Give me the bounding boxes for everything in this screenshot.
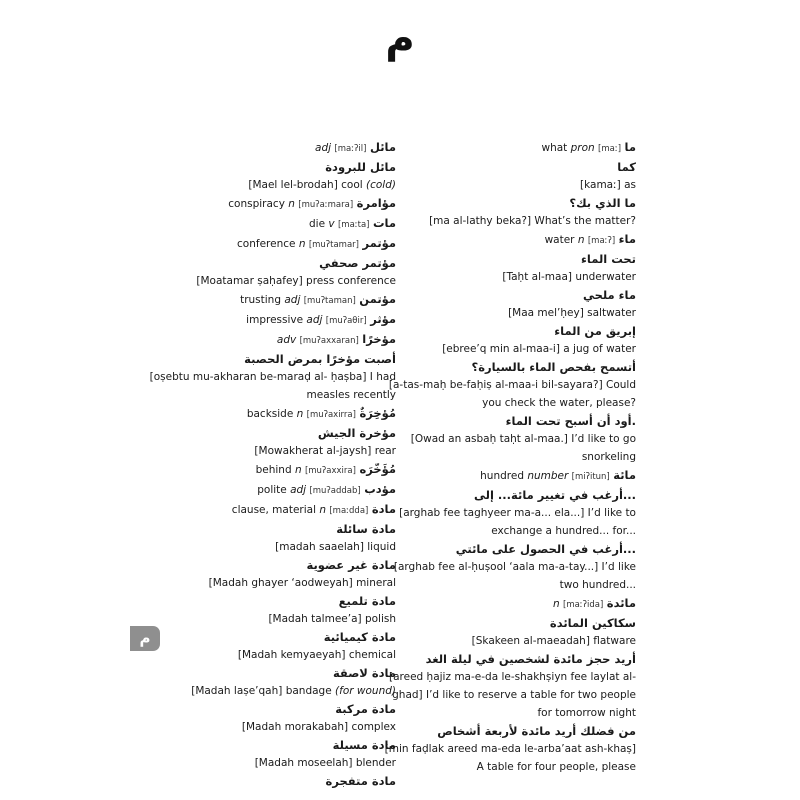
headword-entry xyxy=(172,194,396,214)
headword-sense: die v [maːta] xyxy=(309,218,370,230)
translation-text: A table for four people, please xyxy=(476,761,636,773)
arabic-phrase: مادة مركبة xyxy=(335,702,396,716)
arabic-phrase: سكاكين المائدة xyxy=(549,616,636,630)
headword-sense: impressive adj [muʔaθir] xyxy=(246,314,367,326)
headword: مؤامرة xyxy=(356,196,396,210)
translation-text: [Mowakherat al-jaysh] rear xyxy=(254,445,396,457)
headword-sense: trusting adj [muʔtaman] xyxy=(240,294,356,306)
headword-sense: clause, material n [maːdda] xyxy=(231,504,369,516)
arabic-phrase: إبريق من الماء xyxy=(554,324,636,338)
phrase-translation xyxy=(392,686,636,704)
translation-text: [a-tas-maḥ be-faḥiṣ al-maa-i bil-sayara?] Could xyxy=(388,379,636,391)
headword-entry xyxy=(412,138,636,158)
translation-text: [Skakeen al-maeadah] flatware xyxy=(471,635,636,647)
arabic-phrase: أصبت مؤخرًا بمرض الحصبة xyxy=(244,352,396,366)
headword-sense: what pron [maː] xyxy=(541,142,622,154)
arabic-phrase: ...أرغب في الحصول على مائتي xyxy=(455,542,636,556)
phrase-translation xyxy=(412,176,636,194)
translation-text: [arghab fee taghyeer ma-a... ela...] I’d like to xyxy=(399,507,636,519)
phrase-translation xyxy=(412,576,636,594)
phrase-translation xyxy=(172,386,396,404)
translation-text: [Madah morakabah] complex xyxy=(241,721,396,733)
phrase-translation xyxy=(412,394,636,412)
headword: مائدة xyxy=(606,596,636,610)
headword: مُؤخِرَةٌ xyxy=(359,406,396,420)
phrase-translation xyxy=(412,212,636,230)
headword: مائة xyxy=(613,468,636,482)
translation-text: [Madah kemyaeyah] chemical xyxy=(237,649,396,661)
phrase-translation xyxy=(399,504,636,522)
headword-entry xyxy=(172,234,396,254)
phrase-translation xyxy=(149,368,396,386)
headword: مؤثر xyxy=(370,312,396,326)
dictionary-column-left xyxy=(149,138,396,790)
headword-entry xyxy=(412,466,636,486)
translation-text: [min faḍlak areed ma-eda le-arba’aat ash-khaṣ] xyxy=(384,743,636,755)
headword-sense: hundred number [miʔitun] xyxy=(480,470,610,482)
phrase-translation xyxy=(393,558,636,576)
translation-text: measles recently xyxy=(306,389,396,401)
translation-text: two hundred... xyxy=(559,579,636,591)
translation-text: [Taḥt al-maa] underwater xyxy=(502,271,636,283)
headword: مات xyxy=(373,216,396,230)
phrase-translation xyxy=(172,442,396,460)
headword: مائل xyxy=(369,140,396,154)
translation-text: [Madah ghayer ‘aodweyah] mineral xyxy=(208,577,396,589)
arabic-phrase: مادة غير عضوية xyxy=(306,558,396,572)
arabic-phrase: مادة مسيلة xyxy=(332,738,396,752)
phrase-translation xyxy=(172,176,396,194)
translation-text: [Madah laṣe’qah] bandage (for wound) xyxy=(191,685,396,697)
headword: مؤخرًا xyxy=(362,332,396,346)
arabic-phrase: أريد حجز مائدة لشخصين في ليلة الغد xyxy=(425,652,636,666)
headword: ما xyxy=(624,140,636,154)
arabic-phrase: ...أرغب في تغيير مائة... إلى xyxy=(474,488,636,502)
phrase-translation xyxy=(172,682,396,700)
translation-text: [Moatamar ṣaḥafey] press conference xyxy=(196,275,396,287)
section-letter-heading: م xyxy=(385,16,415,62)
phrase-translation xyxy=(172,646,396,664)
headword: مادة xyxy=(371,502,396,516)
phrase-translation xyxy=(172,272,396,290)
translation-text: snorkeling xyxy=(581,451,636,463)
arabic-phrase: ماء ملحي xyxy=(582,288,636,302)
headword-entry xyxy=(172,404,396,424)
headword-entry xyxy=(172,480,396,500)
headword-sense: polite adj [muʔaddab] xyxy=(257,484,361,496)
arabic-phrase: .أود أن أسبح تحت الماء xyxy=(505,414,636,428)
translation-text: [Owad an asbaḥ taḥt al-maa.] I’d like to go xyxy=(410,433,636,445)
headword: مؤتمر xyxy=(362,236,396,250)
headword: مُؤَخّرَه xyxy=(359,462,396,476)
phrase-translation xyxy=(388,376,636,394)
phrase-translation xyxy=(172,538,396,556)
arabic-phrase: مؤتمر صحفي xyxy=(319,256,396,270)
phrase-translation xyxy=(384,740,636,758)
headword-sense: conspiracy n [muʔaːmara] xyxy=(228,198,354,210)
phrase-translation xyxy=(412,340,636,358)
headword-entry xyxy=(172,500,396,520)
headword-sense: backside n [muʔaxirra] xyxy=(246,408,356,420)
translation-text: [kamaː] as xyxy=(580,179,636,191)
arabic-phrase: من فضلك أريد مائدة لأربعة أشخاص xyxy=(437,724,636,738)
phrase-translation xyxy=(389,668,636,686)
arabic-phrase: مادة تلميع xyxy=(338,594,396,608)
headword-entry xyxy=(412,230,636,250)
arabic-phrase: مادة سائلة xyxy=(336,522,396,536)
phrase-translation xyxy=(172,610,396,628)
headword-entry xyxy=(172,330,396,350)
headword-sense: behind n [muʔaxxira] xyxy=(255,464,356,476)
arabic-phrase: تحت الماء xyxy=(581,252,636,266)
arabic-phrase: مادة كيميائية xyxy=(323,630,396,644)
phrase-translation xyxy=(412,448,636,466)
phrase-translation xyxy=(412,430,636,448)
translation-text: [Maa mel’ḥey] saltwater xyxy=(508,307,636,319)
phrase-translation xyxy=(412,304,636,322)
arabic-phrase: مادة متفجرة xyxy=(325,774,396,788)
headword-entry xyxy=(172,310,396,330)
headword-sense: water n [maːʔ] xyxy=(544,234,616,246)
headword-entry xyxy=(172,460,396,480)
translation-text: [Madah moseelah] blender xyxy=(254,757,396,769)
translation-text: for tomorrow night xyxy=(537,707,636,719)
headword-sense: adv [muʔaxxaran] xyxy=(276,334,359,346)
translation-text: you check the water, please? xyxy=(482,397,636,409)
headword-sense: conference n [muʔtamar] xyxy=(237,238,359,250)
headword-sense: n [maːʔida] xyxy=(553,598,604,610)
headword: ماء xyxy=(618,232,636,246)
translation-text: [Madah talmee’a] polish xyxy=(268,613,396,625)
headword-entry xyxy=(172,290,396,310)
headword: مؤتمن xyxy=(359,292,396,306)
headword-sense: adj [maːʔil] xyxy=(315,142,367,154)
phrase-translation xyxy=(172,754,396,772)
headword-entry xyxy=(172,138,396,158)
translation-text: [arghab fee al-ḥuṣool ‘aala ma-a-tay...] I’d like xyxy=(393,561,636,573)
phrase-translation xyxy=(172,718,396,736)
arabic-phrase: كما xyxy=(617,160,636,174)
phrase-translation xyxy=(412,632,636,650)
phrase-translation xyxy=(412,268,636,286)
headword-entry xyxy=(172,214,396,234)
phrase-translation xyxy=(412,522,636,540)
headword-entry xyxy=(412,594,636,614)
headword: مؤدب xyxy=(364,482,396,496)
phrase-translation xyxy=(412,758,636,776)
arabic-phrase: أتسمح بفحص الماء بالسيارة؟ xyxy=(471,360,636,374)
translation-text: [Mael lel-brodah] cool (cold) xyxy=(248,179,396,191)
translation-text: [madah saaelah] liquid xyxy=(275,541,396,553)
arabic-phrase: ما الذي بك؟ xyxy=(569,196,636,210)
translation-text: [ma al-lathy beka?] What’s the matter? xyxy=(429,215,636,227)
translation-text: [ebree’q min al-maa-i] a jug of water xyxy=(442,343,636,355)
translation-text: exchange a hundred... for... xyxy=(491,525,636,537)
arabic-phrase: مائل للبرودة xyxy=(325,160,396,174)
phrase-translation xyxy=(412,704,636,722)
translation-text: ghad] I’d like to reserve a table for two people xyxy=(392,689,636,701)
section-thumb-tab: م xyxy=(130,626,160,651)
translation-text: [oṣebtu mu-akharan be-maraḍ al- ḥaṣba] I had xyxy=(149,371,396,383)
arabic-phrase: مؤخرة الجيش xyxy=(317,426,396,440)
translation-text: [areed ḥajiz ma-e-da le-shakhṣiyn fee laylat al- xyxy=(389,671,636,683)
arabic-phrase: مادة لاصقة xyxy=(332,666,396,680)
phrase-translation xyxy=(172,574,396,592)
